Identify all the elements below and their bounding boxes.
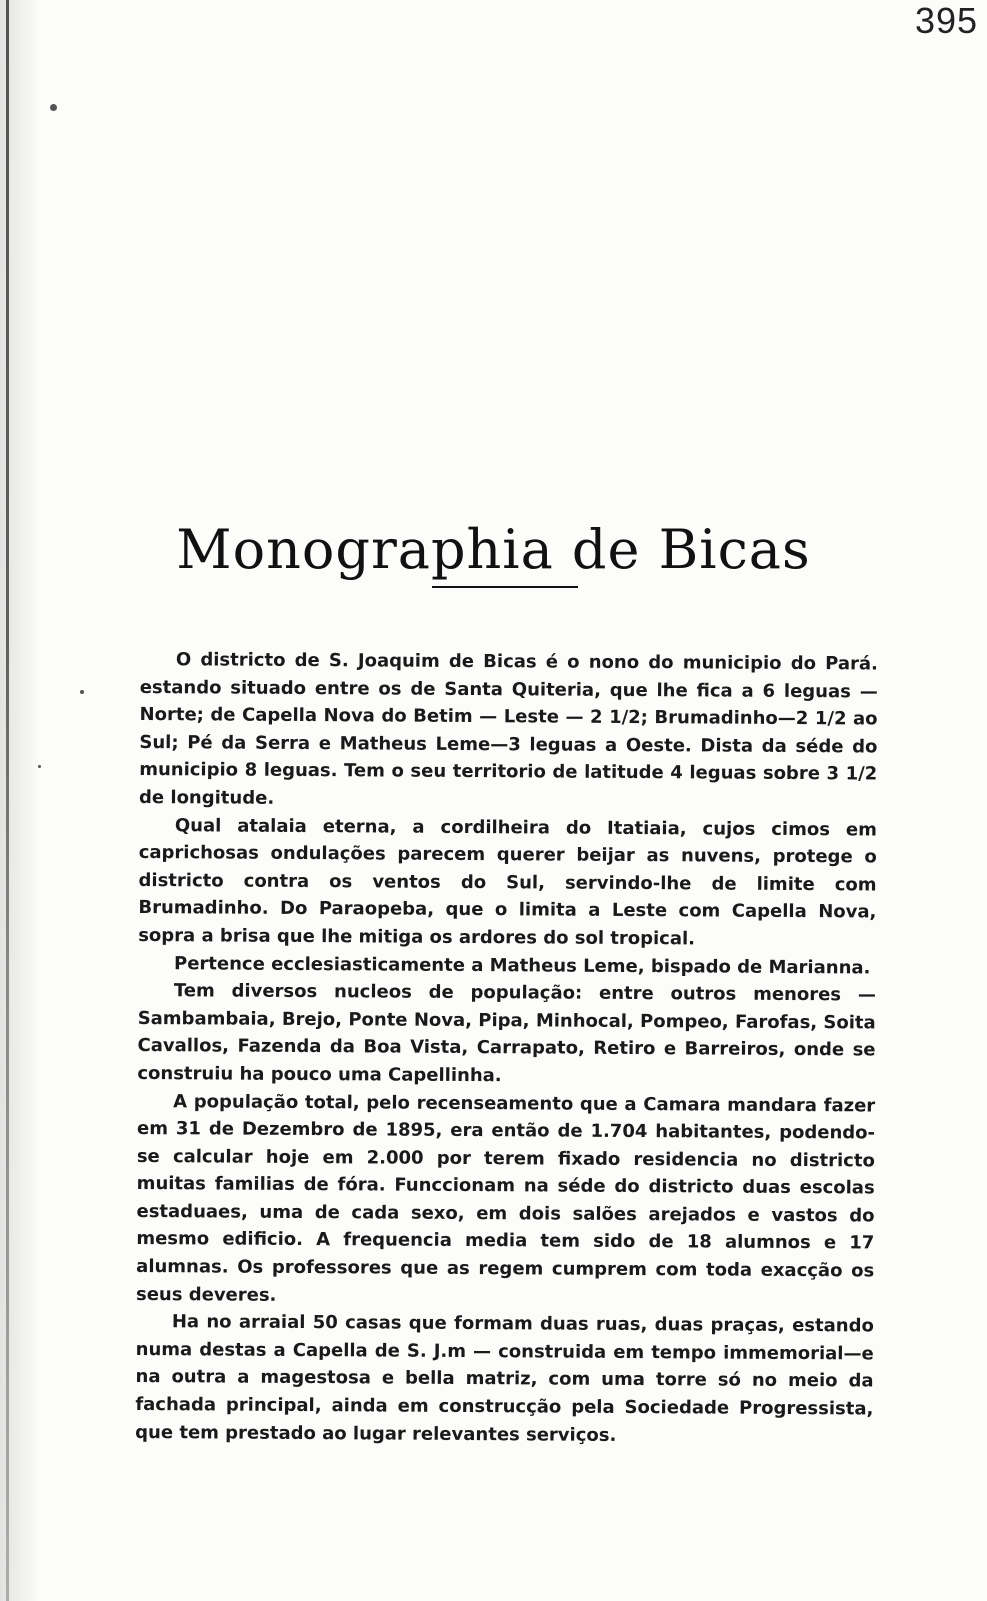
paragraph-census: A população total, pelo recenseamento que a Camara mandara fazer em 31 de Dezembro de 1895, era então de 1.704 habitantes, podendo-se calcular hoje em 2.000 por terem fixado residencia no districto muitas familias de fóra. Funccionam na séde do districto duas escolas estaduaes, uma de cada sexo, em dois salões arejados e vastos do mesmo edificio. A frequencia media tem sido de 18 alumnos e 17 alumnas. Os professores que as regem cumprem com toda exacção os seus deveres. <box>135 1090 876 1306</box>
title-divider <box>432 586 578 588</box>
document-body <box>135 646 878 1451</box>
page-number: 395 <box>915 0 979 41</box>
paragraph-population-centers: Tem diversos nucleos de população: entre outros menores — Sambambaia, Brejo, Ponte Nova, Pipa, Minhocal, Pompeo, Farofas, Soita Cavallos, Fazenda da Boa Vista, Carrapato, Retiro e Barreiros, onde se construiu ha pouco uma Capellinha. <box>137 980 876 1087</box>
ink-speck <box>80 690 84 694</box>
paragraph-geography: Qual atalaia eterna, a cordilheira do Itatiaia, cujos cimos em caprichosas ondulações parecem querer beijar as nuvens, protege o districto contra os ventos do Sul, servindo-lhe de limite com Brumadinho. Do Paraopeba, que o limita a Leste com Capella Nova, sopra a brisa que lhe mitiga os ardores do sol tropical. <box>138 814 877 950</box>
document-title: Monographia de Bicas <box>176 518 811 582</box>
paragraph-village: Ha no arraial 50 casas que formam duas ruas, duas praças, estando numa destas a Capella de S. J.m — construida em tempo immemorial—e na outra a magestosa e bella matriz, com uma torre só no meio da fachada principal, ainda em construcção pela Sociedade Progressista, que tem prestado ao lugar relevantes serviços. <box>135 1311 874 1446</box>
ink-speck <box>38 765 41 768</box>
ink-speck <box>50 104 57 111</box>
paragraph-location: O districto de S. Joaquim de Bicas é o nono do municipio do Pará. estando situado entre os de Santa Quiteria, que lhe fica a 6 leguas — Norte; de Capella Nova do Betim — Leste — 2 1/2; Brumadinho—2 1/2 ao Sul; Pé da Serra e Matheus Leme—3 leguas a Oeste. Dista da séde do municipio 8 leguas. Tem o seu territorio de latitude 4 leguas sobre 3 1/2 de longitude. <box>139 649 878 809</box>
paragraph-ecclesiastical: Pertence ecclesiasticamente a Matheus Leme, bispado de Marianna. <box>173 952 871 978</box>
page-left-edge <box>6 0 9 1601</box>
